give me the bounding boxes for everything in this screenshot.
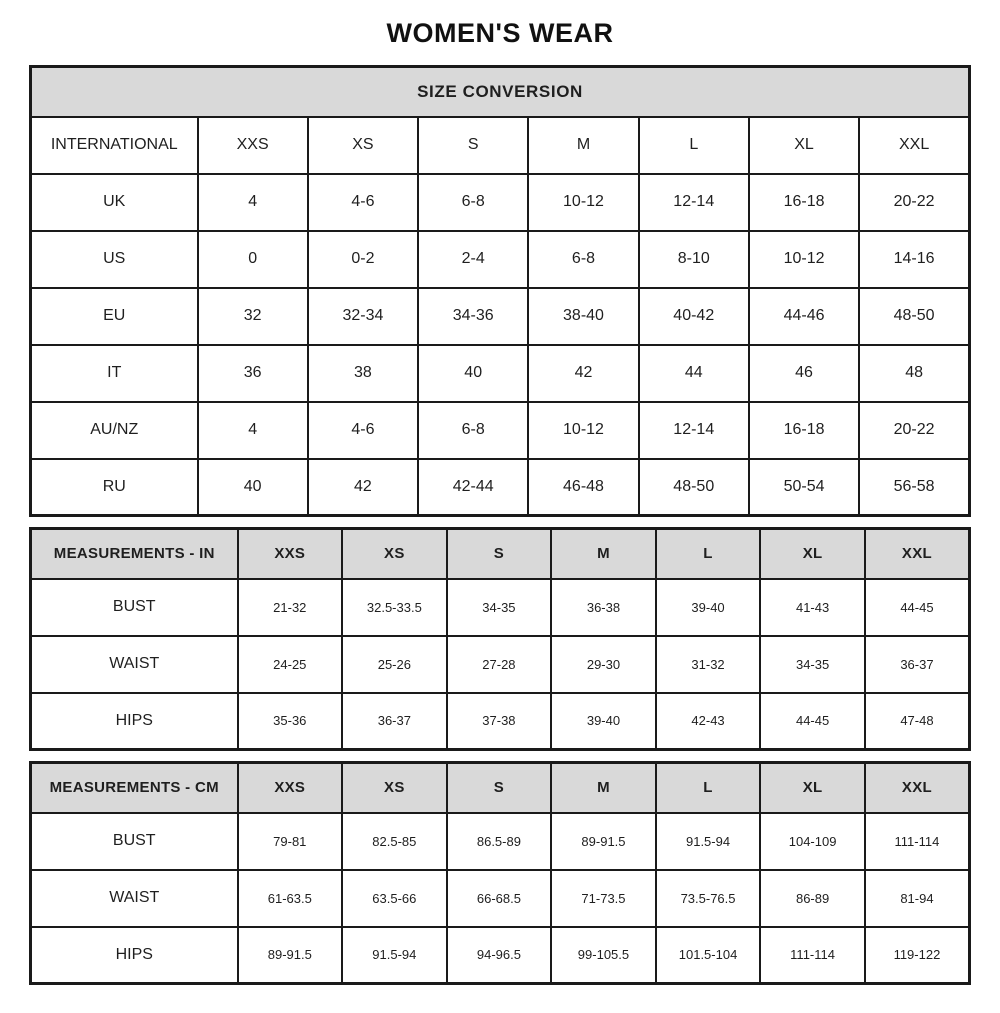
column-header-cell: XL xyxy=(760,763,865,813)
table-cell: 66-68.5 xyxy=(447,870,552,927)
table-cell: 37-38 xyxy=(447,693,552,750)
table-title-row xyxy=(31,67,970,117)
table-cell: 42-44 xyxy=(418,459,528,516)
measurements-cm-table xyxy=(29,761,971,985)
table-row xyxy=(31,345,970,402)
table-cell: 56-58 xyxy=(859,459,969,516)
table-row xyxy=(31,636,970,693)
table-cell: 44-45 xyxy=(760,693,865,750)
table-cell: 32 xyxy=(198,288,308,345)
table-cell: 29-30 xyxy=(551,636,656,693)
table-cell: 86-89 xyxy=(760,870,865,927)
column-header-cell: XL xyxy=(749,117,859,174)
table-cell: 6-8 xyxy=(418,174,528,231)
table-cell: 27-28 xyxy=(447,636,552,693)
table-cell: 4-6 xyxy=(308,174,418,231)
table-cell: 0-2 xyxy=(308,231,418,288)
row-header-cell: BUST xyxy=(31,579,238,636)
table-cell: 101.5-104 xyxy=(656,927,761,984)
table-cell: 4 xyxy=(198,174,308,231)
column-header-cell: XS xyxy=(342,763,447,813)
row-header-cell: IT xyxy=(31,345,198,402)
column-header-cell: XXS xyxy=(198,117,308,174)
table-cell: 16-18 xyxy=(749,402,859,459)
column-header-cell: XS xyxy=(342,529,447,579)
table-cell: 99-105.5 xyxy=(551,927,656,984)
table-cell: 6-8 xyxy=(528,231,638,288)
table-cell: 16-18 xyxy=(749,174,859,231)
column-header-cell: XXS xyxy=(238,529,343,579)
table-cell: 39-40 xyxy=(656,579,761,636)
table-row xyxy=(31,402,970,459)
table-cell: 6-8 xyxy=(418,402,528,459)
table-row xyxy=(31,231,970,288)
table-cell: 48-50 xyxy=(639,459,749,516)
row-header-cell: WAIST xyxy=(31,636,238,693)
corner-header-cell: INTERNATIONAL xyxy=(31,117,198,174)
table-cell: 32.5-33.5 xyxy=(342,579,447,636)
table-cell: 34-35 xyxy=(760,636,865,693)
column-header-cell: S xyxy=(447,529,552,579)
table-cell: 44-45 xyxy=(865,579,970,636)
column-header-cell: S xyxy=(447,763,552,813)
table-cell: 36 xyxy=(198,345,308,402)
table-cell: 10-12 xyxy=(749,231,859,288)
table-cell: 44 xyxy=(639,345,749,402)
table-cell: 48-50 xyxy=(859,288,969,345)
column-header-cell: M xyxy=(528,117,638,174)
table-cell: 32-34 xyxy=(308,288,418,345)
table-cell: 104-109 xyxy=(760,813,865,870)
table-header-row xyxy=(31,763,970,813)
table-cell: 73.5-76.5 xyxy=(656,870,761,927)
column-header-cell: XS xyxy=(308,117,418,174)
table-cell: 111-114 xyxy=(760,927,865,984)
table-header-row xyxy=(31,529,970,579)
table-cell: 89-91.5 xyxy=(238,927,343,984)
column-header-cell: XXL xyxy=(859,117,969,174)
corner-header-cell: MEASUREMENTS - CM xyxy=(31,763,238,813)
column-header-cell: XXL xyxy=(865,763,970,813)
table-cell: 34-35 xyxy=(447,579,552,636)
table-cell: 111-114 xyxy=(865,813,970,870)
table-cell: 39-40 xyxy=(551,693,656,750)
table-cell: 41-43 xyxy=(760,579,865,636)
table-cell: 0 xyxy=(198,231,308,288)
table-cell: 36-37 xyxy=(865,636,970,693)
column-header-cell: M xyxy=(551,529,656,579)
table-cell: 10-12 xyxy=(528,174,638,231)
table-cell: 34-36 xyxy=(418,288,528,345)
row-header-cell: RU xyxy=(31,459,198,516)
row-header-cell: WAIST xyxy=(31,870,238,927)
table-cell: 48 xyxy=(859,345,969,402)
row-header-cell: AU/NZ xyxy=(31,402,198,459)
table-title: SIZE CONVERSION xyxy=(31,67,970,117)
table-cell: 81-94 xyxy=(865,870,970,927)
table-cell: 25-26 xyxy=(342,636,447,693)
table-row xyxy=(31,288,970,345)
table-cell: 38-40 xyxy=(528,288,638,345)
row-header-cell: BUST xyxy=(31,813,238,870)
column-header-cell: XXS xyxy=(238,763,343,813)
table-cell: 35-36 xyxy=(238,693,343,750)
table-row xyxy=(31,927,970,984)
measurements-in-table xyxy=(29,527,971,751)
table-row xyxy=(31,693,970,750)
column-header-cell: L xyxy=(656,529,761,579)
column-header-cell: XL xyxy=(760,529,865,579)
row-header-cell: EU xyxy=(31,288,198,345)
table-cell: 10-12 xyxy=(528,402,638,459)
table-row xyxy=(31,459,970,516)
table-cell: 63.5-66 xyxy=(342,870,447,927)
table-cell: 20-22 xyxy=(859,402,969,459)
size-conversion-table xyxy=(29,65,971,517)
table-cell: 12-14 xyxy=(639,174,749,231)
column-header-cell: L xyxy=(639,117,749,174)
row-header-cell: UK xyxy=(31,174,198,231)
column-header-cell: L xyxy=(656,763,761,813)
table-row xyxy=(31,579,970,636)
table-cell: 46 xyxy=(749,345,859,402)
table-cell: 38 xyxy=(308,345,418,402)
column-header-cell: M xyxy=(551,763,656,813)
table-cell: 61-63.5 xyxy=(238,870,343,927)
table-cell: 44-46 xyxy=(749,288,859,345)
table-cell: 4-6 xyxy=(308,402,418,459)
table-cell: 94-96.5 xyxy=(447,927,552,984)
table-cell: 71-73.5 xyxy=(551,870,656,927)
table-cell: 24-25 xyxy=(238,636,343,693)
table-row xyxy=(31,870,970,927)
row-header-cell: HIPS xyxy=(31,927,238,984)
table-cell: 40 xyxy=(198,459,308,516)
table-cell: 82.5-85 xyxy=(342,813,447,870)
table-cell: 46-48 xyxy=(528,459,638,516)
table-cell: 14-16 xyxy=(859,231,969,288)
table-cell: 21-32 xyxy=(238,579,343,636)
table-cell: 8-10 xyxy=(639,231,749,288)
table-cell: 119-122 xyxy=(865,927,970,984)
table-row xyxy=(31,174,970,231)
page-title: WOMEN'S WEAR xyxy=(386,18,614,48)
row-header-cell: US xyxy=(31,231,198,288)
table-cell: 20-22 xyxy=(859,174,969,231)
table-cell: 86.5-89 xyxy=(447,813,552,870)
table-cell: 36-37 xyxy=(342,693,447,750)
table-cell: 36-38 xyxy=(551,579,656,636)
corner-header-cell: MEASUREMENTS - IN xyxy=(31,529,238,579)
row-header-cell: HIPS xyxy=(31,693,238,750)
table-cell: 42 xyxy=(308,459,418,516)
table-cell: 79-81 xyxy=(238,813,343,870)
table-cell: 91.5-94 xyxy=(656,813,761,870)
column-header-cell: XXL xyxy=(865,529,970,579)
table-cell: 89-91.5 xyxy=(551,813,656,870)
table-row xyxy=(31,813,970,870)
table-cell: 47-48 xyxy=(865,693,970,750)
table-cell: 12-14 xyxy=(639,402,749,459)
table-cell: 31-32 xyxy=(656,636,761,693)
table-cell: 2-4 xyxy=(418,231,528,288)
table-cell: 42 xyxy=(528,345,638,402)
table-cell: 42-43 xyxy=(656,693,761,750)
table-cell: 91.5-94 xyxy=(342,927,447,984)
table-cell: 40 xyxy=(418,345,528,402)
column-header-cell: S xyxy=(418,117,528,174)
table-cell: 4 xyxy=(198,402,308,459)
table-cell: 50-54 xyxy=(749,459,859,516)
table-cell: 40-42 xyxy=(639,288,749,345)
table-header-row xyxy=(31,117,970,174)
